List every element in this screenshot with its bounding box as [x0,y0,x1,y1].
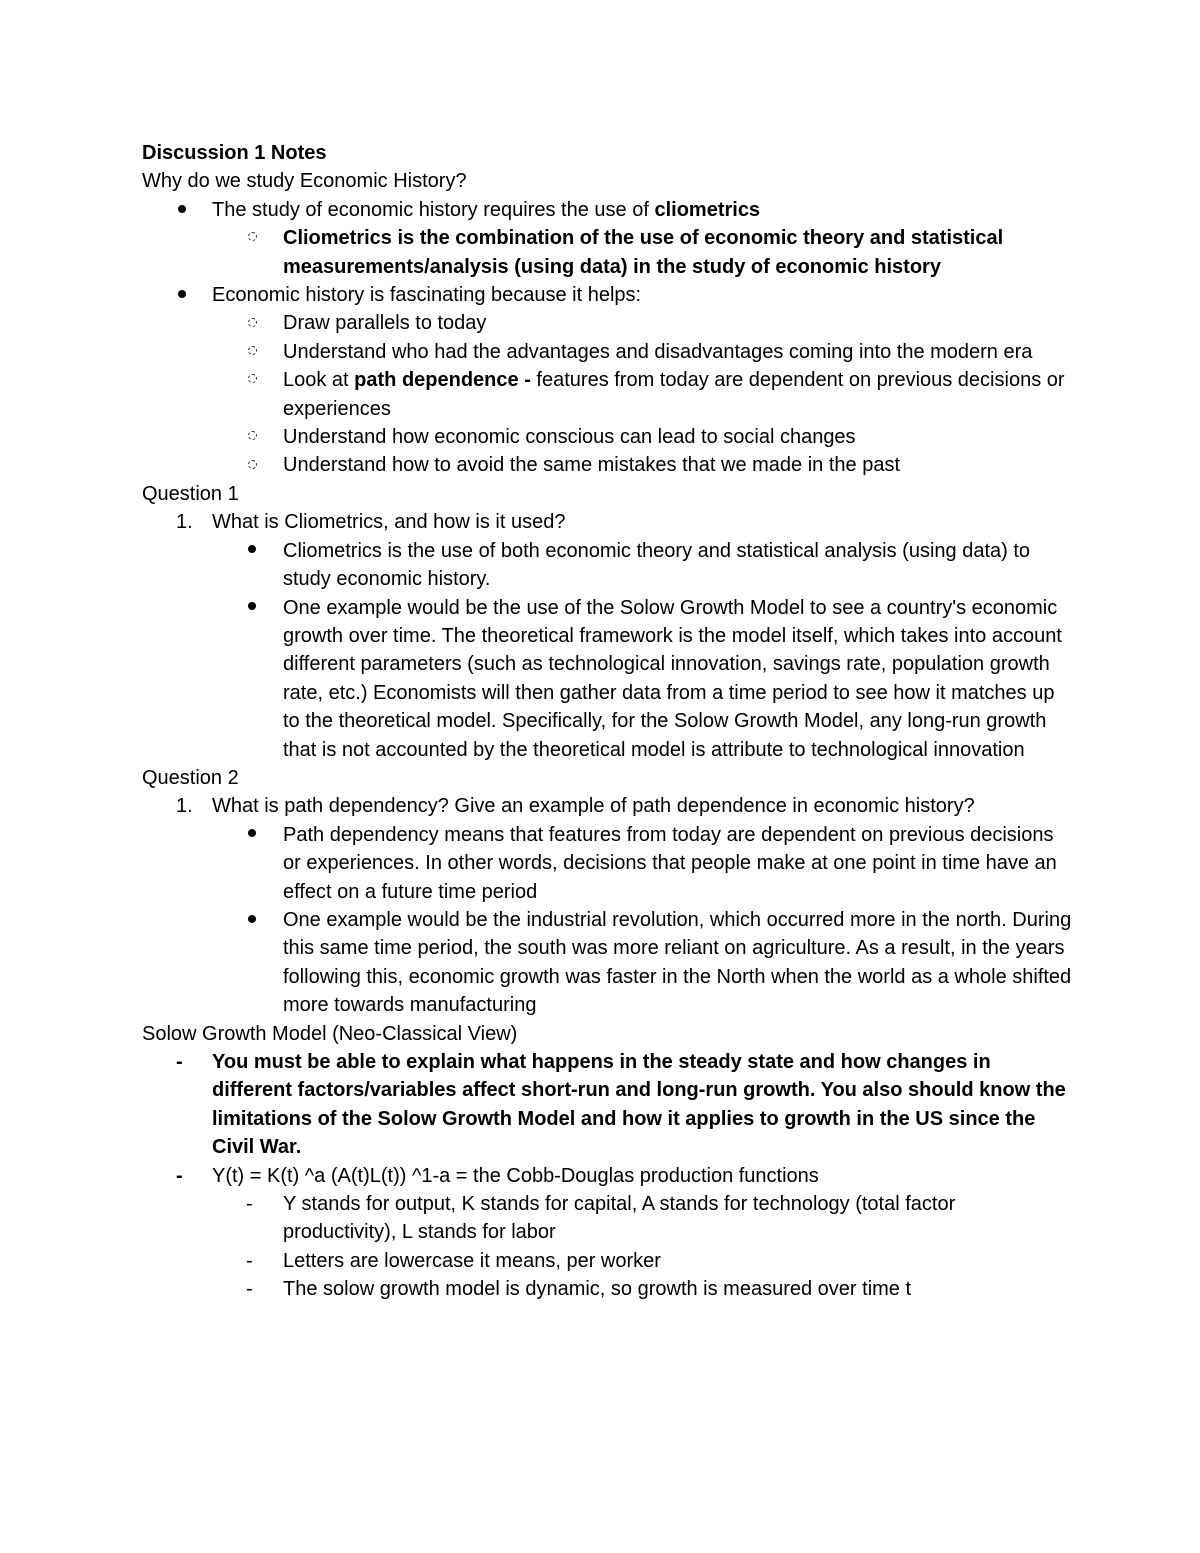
list-item: Draw parallels to today [142,309,1072,337]
list-item: One example would be the use of the Solow Growth Model to see a country's economic growth over time. The theoretical framework is the model itself, which takes into account different parameters (such as technological innovation, savings rate, population growth rate, etc.) Economists will then gather data from a time period to see how it matches up to the theoretical model. Specifically, for the Solow Growth Model, any long-run growth that is not accounted by the theoretical model is attribute to technological innovation [142,594,1072,764]
dash-bullet: - [176,1051,183,1073]
bullet-icon [176,281,206,309]
list-item: Path dependency means that features from today are dependent on previous decisions or experiences. In other words, decisions that people make at one point in time have an effect on a future time period [142,821,1072,906]
dash-bullet: - [246,1278,253,1301]
bullet-icon [246,906,276,934]
list-item: - Letters are lowercase it means, per worker [142,1247,1072,1275]
hollow-bullet-icon [246,423,276,451]
path-dependence-term: path dependence - [354,369,531,392]
document-body [142,139,1072,1304]
hollow-bullet-icon [246,338,276,366]
hollow-bullet-icon [246,309,276,337]
hollow-bullet-icon [246,451,276,479]
list-item: - The solow growth model is dynamic, so growth is measured over time t [142,1275,1072,1303]
list-item: Understand how to avoid the same mistakes that we made in the past [142,451,1072,479]
bullet-icon [246,537,276,565]
list-item: - Y stands for output, K stands for capital, A stands for technology (total factor productivity), L stands for labor [142,1190,1072,1247]
bullet-icon [246,594,276,622]
list-item: Cliometrics is the use of both economic theory and statistical analysis (using data) to study economic history. [142,537,1072,594]
list-item: - Y(t) = K(t) ^a (A(t)L(t)) ^1-a = the Cobb-Douglas production functions [142,1162,1072,1190]
list-item: Understand how economic conscious can lead to social changes [142,423,1072,451]
list-number: 1. [176,511,193,534]
list-item: 1. What is Cliometrics, and how is it used? [142,508,1072,536]
list-item: Look at path dependence - features from today are dependent on previous decisions or experiences [142,366,1072,423]
bullet-icon [246,821,276,849]
hollow-bullet-icon [246,366,276,394]
question-2-heading: Question 2 [142,766,239,789]
list-item: 1. What is path dependency? Give an example of path dependence in economic history? [142,792,1072,820]
bullet-icon [176,196,206,224]
list-item: The study of economic history requires the use of cliometrics [142,196,1072,224]
list-item: One example would be the industrial revolution, which occurred more in the north. During this same time period, the south was more reliant on agriculture. As a result, in the years following this, economic growth was faster in the North when the world as a whole shifted more towards manufacturing [142,906,1072,1020]
document-title: Discussion 1 Notes [142,142,327,164]
hollow-bullet-icon [246,224,276,252]
list-item: Economic history is fascinating because it helps: [142,281,1072,309]
list-item: - You must be able to explain what happens in the steady state and how changes in different factors/variables affect short-run and long-run growth. You also should know the limitations of the Solow Growth Model and how it applies to growth in the US since the Civil War. [142,1048,1072,1162]
dash-bullet: - [246,1193,253,1216]
cliometrics-term: cliometrics [654,198,761,221]
list-number: 1. [176,795,193,818]
dash-bullet: - [176,1164,183,1187]
solow-heading: Solow Growth Model (Neo-Classical View) [142,1022,518,1045]
dash-bullet: - [246,1249,253,1272]
intro-question: Why do we study Economic History? [142,170,467,193]
question-1-heading: Question 1 [142,482,239,505]
list-item: Cliometrics is the combination of the use of economic theory and statistical measurements/analysis (using data) in the study of economic history [142,224,1072,281]
list-item: Understand who had the advantages and disadvantages coming into the modern era [142,338,1072,366]
